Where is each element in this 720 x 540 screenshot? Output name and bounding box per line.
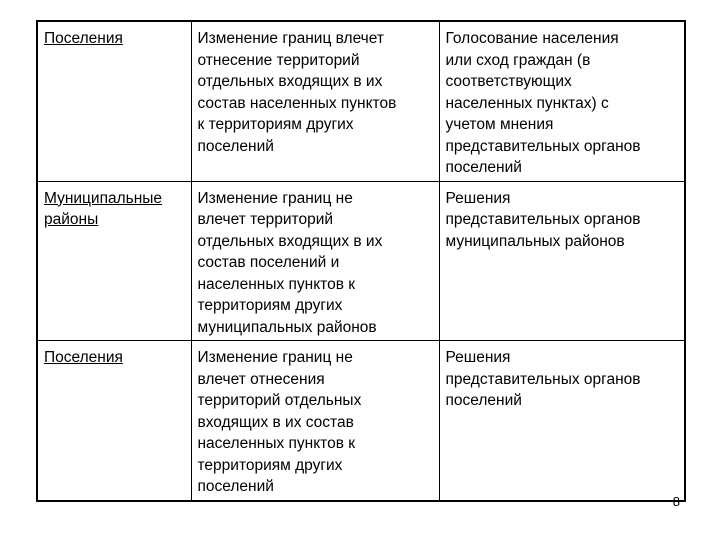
municipality-type-cell bbox=[37, 181, 191, 341]
page-number: 8 bbox=[672, 494, 680, 509]
municipality-type-cell bbox=[37, 21, 191, 181]
municipality-type-text: Поселения bbox=[44, 349, 123, 366]
municipality-type-cell bbox=[37, 341, 191, 501]
table-row bbox=[37, 21, 685, 181]
boundary-change-text: Изменение границ не влечет отнесения территорий отдельных входящих в их состав населенных пунктов к территориям других поселений bbox=[197, 349, 362, 495]
approval-procedure-text: Решения представительных органов поселений bbox=[445, 349, 641, 409]
approval-procedure-cell bbox=[439, 21, 685, 181]
table-row bbox=[37, 181, 685, 341]
boundary-change-text: Изменение границ влечет отнесение территорий отдельных входящих в их состав населенных пунктов к территориям других поселений bbox=[197, 30, 397, 155]
municipality-type-text: Муниципальные районы bbox=[44, 189, 163, 228]
approval-procedure-text: Голосование населения или сход граждан (в соответствующих населенных пунктах) с учетом мнения представительных органов поселений bbox=[445, 30, 641, 176]
municipality-type-text: Поселения bbox=[44, 30, 123, 47]
approval-procedure-cell bbox=[439, 341, 685, 501]
table-row bbox=[37, 341, 685, 501]
boundary-change-cell bbox=[191, 21, 439, 181]
boundary-change-text: Изменение границ не влечет территорий отдельных входящих в их состав поселений и населенных пунктов к территориям других муниципальных районов bbox=[197, 189, 383, 336]
boundary-change-cell bbox=[191, 181, 439, 341]
boundary-change-cell bbox=[191, 341, 439, 501]
approval-procedure-cell bbox=[439, 181, 685, 341]
boundary-change-table bbox=[36, 20, 686, 502]
approval-procedure-text: Решения представительных органов муниципальных районов bbox=[445, 189, 641, 250]
